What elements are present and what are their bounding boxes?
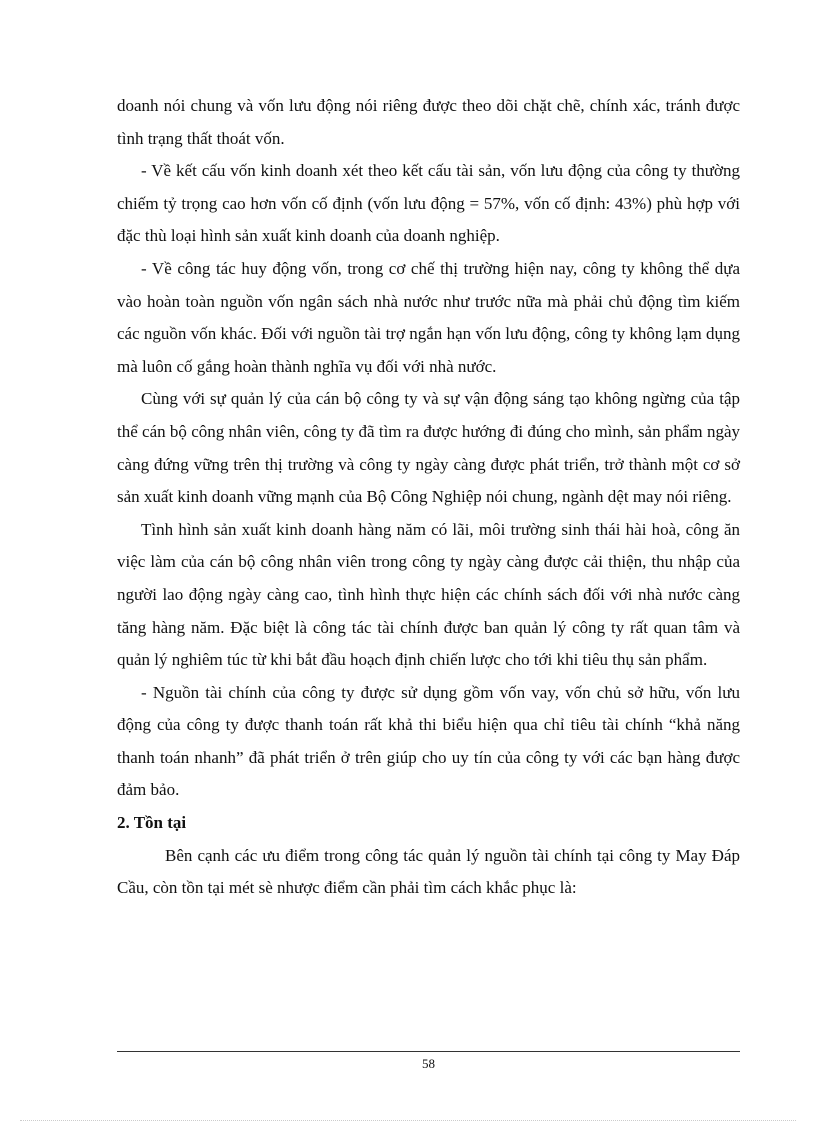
paragraph-financial-sources: - Nguồn tài chính của công ty được sử dụng gồm vốn vay, vốn chủ sở hữu, vốn lưu động của công ty được thanh toán rất khả thi biểu hiện qua chỉ tiêu tài chính “khả năng thanh toán nhanh” đã phát triển ở trên giúp cho uy tín của công ty với các bạn hàng được đảm bảo.: [117, 682, 740, 800]
page-edge-divider: [20, 1120, 796, 1121]
page-body: [117, 90, 740, 905]
footer-divider: [117, 1051, 740, 1052]
paragraph-continuation: doanh nói chung và vốn lưu động nói riêng được theo dõi chặt chẽ, chính xác, tránh được tình trạng thất thoát vốn.: [117, 96, 740, 148]
paragraph-limitations-intro: Bên cạnh các ưu điểm trong công tác quản lý nguồn tài chính tại công ty May Đáp Cầu, còn tồn tại mét sè nhược điểm cần phải tìm cách khắc phục là:: [117, 845, 740, 898]
paragraph-management: Cùng với sự quản lý của cán bộ công ty và sự vận động sáng tạo không ngừng của tập thể cán bộ công nhân viên, công ty đã tìm ra được hướng đi đúng cho mình, sản phẩm ngày càng đứng vững trên thị trường và công ty ngày càng được phát triển, trở thành một cơ sở sản xuất kinh doanh vững mạnh của Bộ Công Nghiệp nói chung, ngành dệt may nói riêng.: [117, 389, 740, 507]
section-heading: 2. Tồn tại: [117, 813, 187, 833]
paragraph-capital-mobilization: - Về công tác huy động vốn, trong cơ chế thị trường hiện nay, công ty không thể dựa vào hoàn toàn nguồn vốn ngân sách nhà nước như trước nữa mà phải chủ động tìm kiếm các nguồn vốn khác. Đối với nguồn tài trợ ngắn hạn vốn lưu động, công ty không lạm dụng mà luôn cố gắng hoàn thành nghĩa vụ đối với nhà nước.: [117, 258, 740, 376]
page-number: 58: [422, 1056, 435, 1071]
paragraph-business-situation: Tình hình sản xuất kinh doanh hàng năm có lãi, môi trường sinh thái hài hoà, công ăn việc làm của cán bộ công nhân viên trong công ty ngày càng được cải thiện, thu nhập của người lao động ngày càng cao, tình hình thực hiện các chính sách đối với nhà nước càng tăng hàng năm. Đặc biệt là công tác tài chính được ban quản lý công ty rất quan tâm và quản lý nghiêm túc từ khi bắt đầu hoạch định chiến lược cho tới khi tiêu thụ sản phẩm.: [117, 519, 740, 670]
paragraph-capital-structure: - Về kết cấu vốn kinh doanh xét theo kết cấu tài sản, vốn lưu động của công ty thường chiếm tỷ trọng cao hơn vốn cố định (vốn lưu động = 57%, vốn cố định: 43%) phù hợp với đặc thù loại hình sản xuất kinh doanh của doanh nghiệp.: [117, 161, 740, 246]
